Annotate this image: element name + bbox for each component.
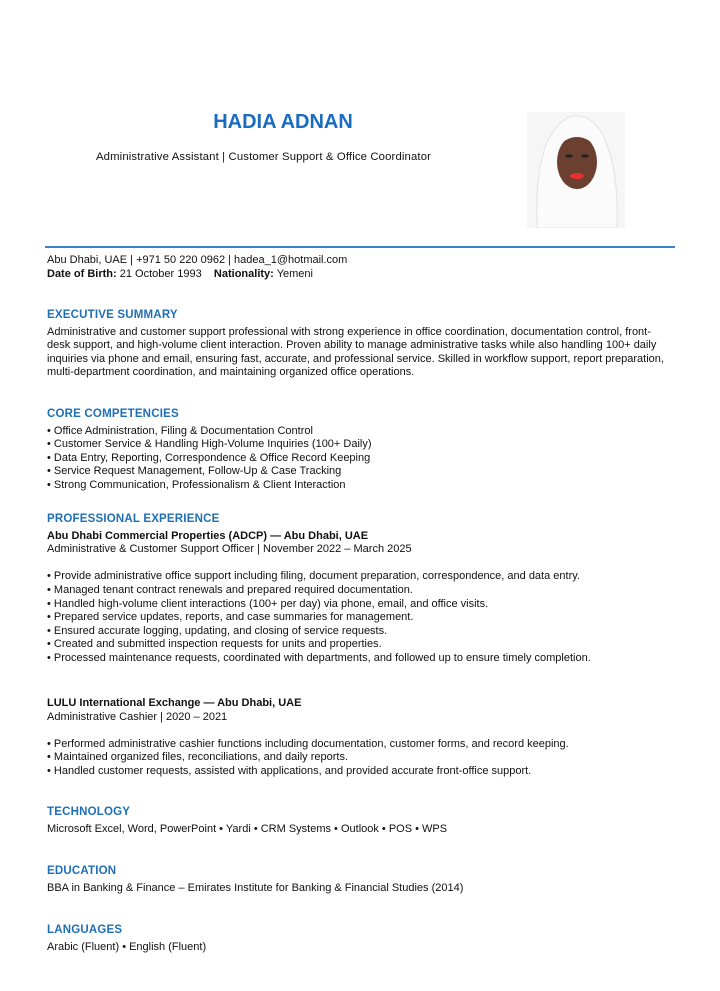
contact-line: Abu Dhabi, UAE | +971 50 220 0962 | hadea_1@hotmail.com [47, 254, 348, 266]
list-item: • Prepared service updates, reports, and case summaries for management. [47, 611, 414, 624]
technology-text: Microsoft Excel, Word, PowerPoint • Yardi • CRM Systems • Outlook • POS • WPS [47, 822, 448, 835]
section-heading: PROFESSIONAL EXPERIENCE [47, 513, 220, 525]
list-item: • Customer Service & Handling High-Volume Inquiries (100+ Daily) [47, 438, 372, 451]
languages-text: Arabic (Fluent) • English (Fluent) [47, 940, 207, 953]
dob-label: Date of Birth: [47, 267, 117, 280]
job-entry [47, 530, 672, 666]
list-item: • Data Entry, Reporting, Correspondence & Office Record Keeping [47, 451, 371, 464]
languages-section [47, 924, 672, 954]
section-heading: LANGUAGES [47, 924, 123, 936]
job-entry [47, 697, 672, 779]
candidate-name: HADIA ADNAN [213, 111, 353, 133]
education-section [47, 865, 672, 895]
header-divider [45, 246, 675, 248]
section-heading: TECHNOLOGY [47, 806, 131, 818]
company-name: Abu Dhabi Commercial Properties (ADCP) — Abu Dhabi, UAE [47, 529, 369, 542]
contact-section [47, 254, 672, 281]
list-item: • Service Request Management, Follow-Up & Case Tracking [47, 465, 342, 478]
company-name: LULU International Exchange — Abu Dhabi, UAE [47, 697, 302, 709]
technology-section [47, 806, 672, 836]
job-role: Administrative & Customer Support Officer | November 2022 – March 2025 [47, 543, 412, 556]
experience-section [47, 513, 672, 666]
education-text: BBA in Banking & Finance – Emirates Institute for Banking & Financial Studies (2014) [47, 881, 464, 894]
nationality-label: Nationality: [213, 267, 274, 280]
list-item: • Ensured accurate logging, updating, and closing of service requests. [47, 624, 388, 637]
section-heading: CORE COMPETENCIES [47, 408, 179, 420]
dob-value: 21 October 1993 [119, 267, 202, 280]
list-item: • Handled customer requests, assisted with applications, and provided accurate front-office support. [47, 764, 532, 777]
competencies-section [47, 408, 672, 493]
summary-text: Administrative and customer support professional with strong experience in office coordination, documentation control, front-desk support, and high-volume client interaction. Proven ability to manage administrative tasks while also handling 100+ daily inquiries via phone and email, ensuring fast, accurate, and professional service. Skilled in workflow support, report preparation, multi-department coordination, and maintaining organized office operations. [47, 325, 664, 379]
job-role: Administrative Cashier | 2020 – 2021 [47, 710, 228, 723]
list-item: • Managed tenant contract renewals and prepared required documentation. [47, 583, 413, 596]
summary-section [47, 309, 672, 380]
nationality-value: Yemeni [276, 267, 313, 280]
list-item: • Processed maintenance requests, coordinated with departments, and followed up to ensure timely completion. [47, 651, 591, 664]
list-item: • Created and submitted inspection requests for units and properties. [47, 638, 382, 651]
section-heading: EDUCATION [47, 865, 117, 877]
section-heading: EXECUTIVE SUMMARY [47, 309, 178, 321]
list-item: • Office Administration, Filing & Documentation Control [47, 424, 313, 437]
list-item: • Handled high-volume client interactions (100+ per day) via phone, email, and office visits. [47, 597, 489, 610]
list-item: • Maintained organized files, reconciliations, and daily reports. [47, 751, 349, 764]
job-title: Administrative Assistant | Customer Support & Office Coordinator [96, 151, 432, 163]
list-item: • Provide administrative office support including filing, document preparation, correspondence, and data entry. [47, 570, 580, 583]
list-item: • Performed administrative cashier functions including documentation, customer forms, and record keeping. [47, 737, 569, 750]
list-item: • Strong Communication, Professionalism & Client Interaction [47, 478, 346, 491]
profile-photo [527, 112, 625, 228]
